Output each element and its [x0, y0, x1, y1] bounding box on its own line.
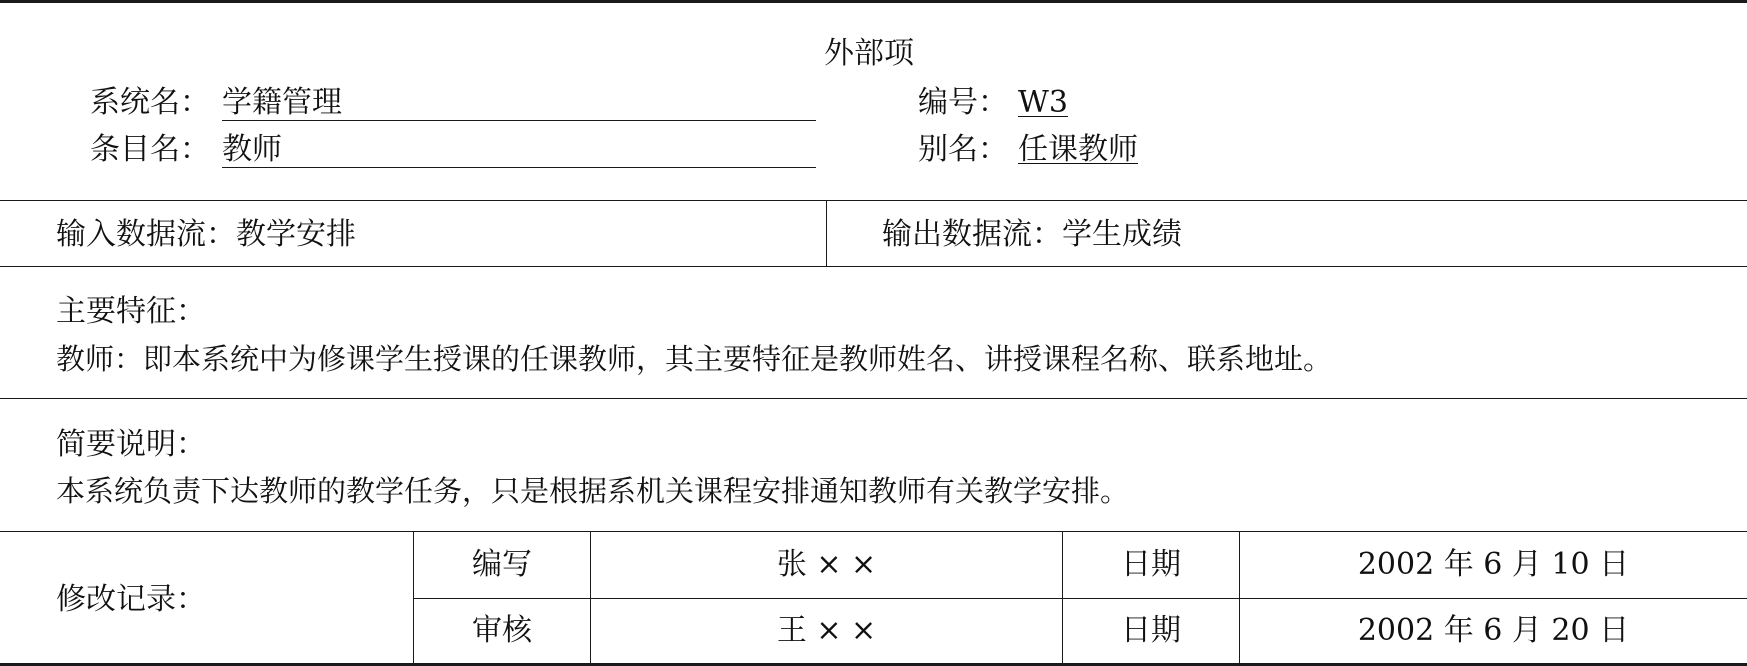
system-name-label: 系统名：	[90, 85, 210, 120]
item-name-underline	[222, 167, 816, 168]
revision-row-1-date: 2002 年 6 月 10 日	[1357, 547, 1630, 582]
revision-row-2-role: 审核	[472, 613, 532, 648]
revision-row-2-person: 王 × ×	[776, 613, 877, 648]
system-name-underline	[222, 120, 816, 121]
alias-label: 别名：	[918, 132, 1008, 167]
divider-flows	[0, 266, 1747, 267]
top-border	[0, 0, 1747, 3]
input-flow	[56, 217, 356, 252]
system-name-value: 学籍管理	[222, 85, 342, 120]
alias-value: 任课教师	[1018, 132, 1138, 167]
item-name-value: 教师	[222, 132, 282, 167]
revision-row-1-person: 张 × ×	[776, 547, 877, 582]
number-value: W3	[1018, 85, 1068, 120]
revision-row-1-role: 编写	[472, 547, 532, 582]
revision-label: 修改记录：	[56, 582, 206, 617]
divider-header	[0, 200, 1747, 201]
page-title: 外部项	[824, 36, 914, 71]
item-name-label: 条目名：	[90, 132, 210, 167]
output-flow-label: 输出数据流：	[882, 217, 1062, 252]
description-label: 简要说明：	[56, 427, 206, 462]
features-label: 主要特征：	[56, 294, 206, 329]
divider-features	[0, 398, 1747, 399]
output-flow-value: 学生成绩	[1062, 217, 1182, 252]
output-flow	[882, 217, 1182, 252]
description-text: 本系统负责下达教师的教学任务，只是根据系机关课程安排通知教师有关教学安排。	[56, 474, 1130, 508]
revision-row-2-date-label: 日期	[1121, 613, 1181, 648]
divider-flows-middle	[826, 200, 827, 266]
revision-row-2-date: 2002 年 6 月 20 日	[1357, 613, 1630, 648]
revision-row-1-date-label: 日期	[1121, 547, 1181, 582]
features-text: 教师：即本系统中为修课学生授课的任课教师，其主要特征是教师姓名、讲授课程名称、联系地址。	[56, 342, 1333, 376]
number-label: 编号：	[918, 85, 1008, 120]
input-flow-label: 输入数据流：	[56, 217, 236, 252]
input-flow-value: 教学安排	[236, 217, 356, 252]
